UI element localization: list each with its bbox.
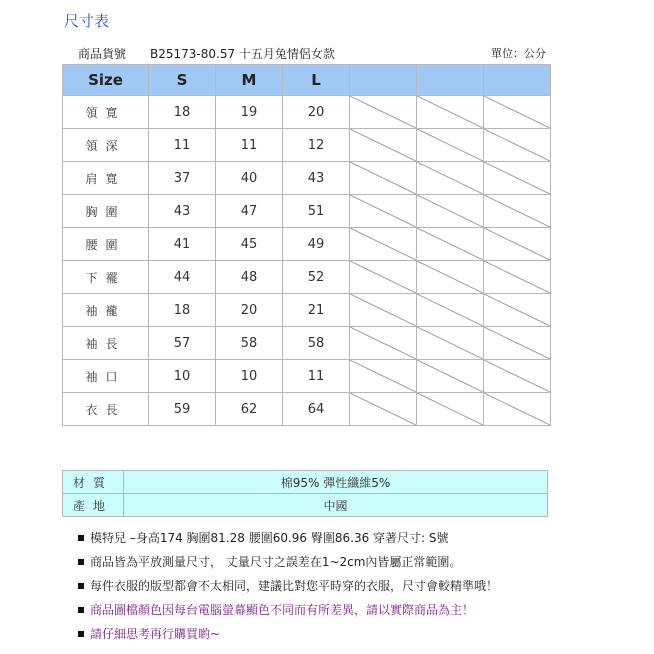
size-table-row bbox=[63, 327, 551, 360]
origin-row bbox=[63, 494, 548, 517]
measurement-value: 59 bbox=[149, 393, 216, 426]
empty-slash-cell bbox=[350, 360, 417, 393]
empty-slash-cell bbox=[417, 327, 484, 360]
diagonal-line-icon bbox=[484, 261, 550, 293]
measurement-value: 20 bbox=[283, 96, 350, 129]
size-table-row bbox=[63, 129, 551, 162]
measurement-label: 袖口 bbox=[63, 360, 149, 393]
diagonal-line-icon bbox=[417, 327, 483, 359]
measurement-value: 20 bbox=[216, 294, 283, 327]
material-table bbox=[62, 470, 548, 517]
diagonal-line-icon bbox=[484, 228, 550, 260]
measurement-value: 47 bbox=[216, 195, 283, 228]
diagonal-line-icon bbox=[350, 327, 416, 359]
size-table-row bbox=[63, 360, 551, 393]
empty-slash-cell bbox=[350, 261, 417, 294]
diagonal-line-icon bbox=[417, 261, 483, 293]
measurement-value: 57 bbox=[149, 327, 216, 360]
diagonal-line-icon bbox=[350, 96, 416, 128]
size-table-row bbox=[63, 393, 551, 426]
empty-slash-cell bbox=[484, 294, 551, 327]
diagonal-line-icon bbox=[484, 360, 550, 392]
header-empty bbox=[484, 65, 551, 96]
diagonal-line-icon bbox=[417, 393, 483, 425]
empty-slash-cell bbox=[350, 96, 417, 129]
diagonal-line-icon bbox=[484, 294, 550, 326]
size-table-header bbox=[63, 65, 551, 96]
note-text: 模特兒 –身高174 胸圍81.28 腰圍60.96 臀圍86.36 穿著尺寸: S號 bbox=[90, 531, 449, 545]
size-table-row bbox=[63, 195, 551, 228]
measurement-value: 40 bbox=[216, 162, 283, 195]
size-table-row bbox=[63, 96, 551, 129]
measurement-value: 10 bbox=[216, 360, 283, 393]
measurement-label: 袖襱 bbox=[63, 294, 149, 327]
header-size: Size bbox=[63, 65, 149, 96]
measurement-value: 48 bbox=[216, 261, 283, 294]
empty-slash-cell bbox=[484, 261, 551, 294]
diagonal-line-icon bbox=[350, 228, 416, 260]
diagonal-line-icon bbox=[417, 228, 483, 260]
measurement-value: 62 bbox=[216, 393, 283, 426]
empty-slash-cell bbox=[484, 360, 551, 393]
measurement-label: 胸圍 bbox=[63, 195, 149, 228]
empty-slash-cell bbox=[417, 294, 484, 327]
empty-slash-cell bbox=[350, 228, 417, 261]
empty-slash-cell bbox=[417, 195, 484, 228]
empty-slash-cell bbox=[484, 96, 551, 129]
note-text: 商品圖檔顏色因每台電腦螢幕顯色不同而有所差異，請以實際商品為主！ bbox=[90, 603, 475, 617]
diagonal-line-icon bbox=[484, 327, 550, 359]
empty-slash-cell bbox=[417, 393, 484, 426]
measurement-value: 41 bbox=[149, 228, 216, 261]
material-row bbox=[63, 471, 548, 494]
measurement-label: 領寬 bbox=[63, 96, 149, 129]
header-empty bbox=[350, 65, 417, 96]
measurement-value: 44 bbox=[149, 261, 216, 294]
product-info-row bbox=[64, 45, 550, 63]
empty-slash-cell bbox=[417, 96, 484, 129]
note-item bbox=[78, 622, 638, 646]
note-item bbox=[78, 550, 638, 574]
diagonal-line-icon bbox=[484, 129, 550, 161]
diagonal-line-icon bbox=[484, 393, 550, 425]
measurement-label: 袖長 bbox=[63, 327, 149, 360]
diagonal-line-icon bbox=[350, 393, 416, 425]
measurement-value: 43 bbox=[283, 162, 350, 195]
empty-slash-cell bbox=[350, 195, 417, 228]
empty-slash-cell bbox=[417, 261, 484, 294]
empty-slash-cell bbox=[350, 327, 417, 360]
diagonal-line-icon bbox=[417, 129, 483, 161]
measurement-value: 18 bbox=[149, 294, 216, 327]
measurement-value: 11 bbox=[283, 360, 350, 393]
diagonal-line-icon bbox=[417, 162, 483, 194]
square-bullet-icon bbox=[78, 535, 84, 541]
measurement-label: 領深 bbox=[63, 129, 149, 162]
diagonal-line-icon bbox=[350, 195, 416, 227]
measurement-value: 12 bbox=[283, 129, 350, 162]
origin-label: 產地 bbox=[63, 494, 124, 517]
note-item bbox=[78, 598, 638, 622]
origin-value: 中國 bbox=[124, 494, 548, 517]
square-bullet-icon bbox=[78, 631, 84, 637]
size-table-row bbox=[63, 162, 551, 195]
measurement-value: 43 bbox=[149, 195, 216, 228]
diagonal-line-icon bbox=[350, 294, 416, 326]
measurement-value: 18 bbox=[149, 96, 216, 129]
diagonal-line-icon bbox=[350, 360, 416, 392]
size-table bbox=[62, 64, 551, 426]
empty-slash-cell bbox=[417, 129, 484, 162]
measurement-value: 21 bbox=[283, 294, 350, 327]
diagonal-line-icon bbox=[484, 195, 550, 227]
note-text: 每件衣服的版型都會不太相同，建議比對您平時穿的衣服，尺寸會較精準哦！ bbox=[90, 579, 499, 593]
square-bullet-icon bbox=[78, 607, 84, 613]
note-item bbox=[78, 574, 638, 598]
diagonal-line-icon bbox=[417, 360, 483, 392]
diagonal-line-icon bbox=[484, 96, 550, 128]
measurement-label: 腰圍 bbox=[63, 228, 149, 261]
unit-label: 單位：公分 bbox=[491, 47, 546, 60]
measurement-value: 19 bbox=[216, 96, 283, 129]
diagonal-line-icon bbox=[484, 162, 550, 194]
note-text: 商品皆為平放測量尺寸， 丈量尺寸之誤差在1~2cm內皆屬正常範圍。 bbox=[90, 555, 462, 569]
measurement-value: 45 bbox=[216, 228, 283, 261]
empty-slash-cell bbox=[417, 228, 484, 261]
page-title: 尺寸表 bbox=[64, 12, 110, 30]
measurement-label: 肩寬 bbox=[63, 162, 149, 195]
empty-slash-cell bbox=[484, 195, 551, 228]
header-l: L bbox=[283, 65, 350, 96]
diagonal-line-icon bbox=[350, 129, 416, 161]
square-bullet-icon bbox=[78, 583, 84, 589]
measurement-value: 11 bbox=[216, 129, 283, 162]
empty-slash-cell bbox=[350, 393, 417, 426]
square-bullet-icon bbox=[78, 559, 84, 565]
measurement-label: 下襬 bbox=[63, 261, 149, 294]
empty-slash-cell bbox=[417, 162, 484, 195]
measurement-value: 49 bbox=[283, 228, 350, 261]
diagonal-line-icon bbox=[417, 96, 483, 128]
measurement-value: 64 bbox=[283, 393, 350, 426]
size-table-row bbox=[63, 294, 551, 327]
notes-list bbox=[78, 526, 638, 646]
empty-slash-cell bbox=[350, 162, 417, 195]
material-label: 材質 bbox=[63, 471, 124, 494]
note-item bbox=[78, 526, 638, 550]
empty-slash-cell bbox=[484, 393, 551, 426]
diagonal-line-icon bbox=[350, 162, 416, 194]
product-name: B25173-80.57 十五月兔情侶女款 bbox=[150, 47, 335, 61]
measurement-value: 37 bbox=[149, 162, 216, 195]
measurement-label: 衣長 bbox=[63, 393, 149, 426]
product-number-label: 商品貨號 bbox=[78, 47, 127, 61]
diagonal-line-icon bbox=[350, 261, 416, 293]
empty-slash-cell bbox=[484, 129, 551, 162]
size-table-row bbox=[63, 228, 551, 261]
empty-slash-cell bbox=[484, 162, 551, 195]
size-table-row bbox=[63, 261, 551, 294]
empty-slash-cell bbox=[417, 360, 484, 393]
note-text: 請仔細思考再行購買喲~ bbox=[90, 627, 221, 641]
measurement-value: 58 bbox=[283, 327, 350, 360]
measurement-value: 58 bbox=[216, 327, 283, 360]
diagonal-line-icon bbox=[417, 195, 483, 227]
measurement-value: 10 bbox=[149, 360, 216, 393]
measurement-value: 51 bbox=[283, 195, 350, 228]
header-empty bbox=[417, 65, 484, 96]
diagonal-line-icon bbox=[417, 294, 483, 326]
empty-slash-cell bbox=[350, 294, 417, 327]
measurement-value: 52 bbox=[283, 261, 350, 294]
header-s: S bbox=[149, 65, 216, 96]
header-m: M bbox=[216, 65, 283, 96]
measurement-value: 11 bbox=[149, 129, 216, 162]
empty-slash-cell bbox=[484, 228, 551, 261]
empty-slash-cell bbox=[350, 129, 417, 162]
material-value: 棉95% 彈性纖維5% bbox=[124, 471, 548, 494]
empty-slash-cell bbox=[484, 327, 551, 360]
